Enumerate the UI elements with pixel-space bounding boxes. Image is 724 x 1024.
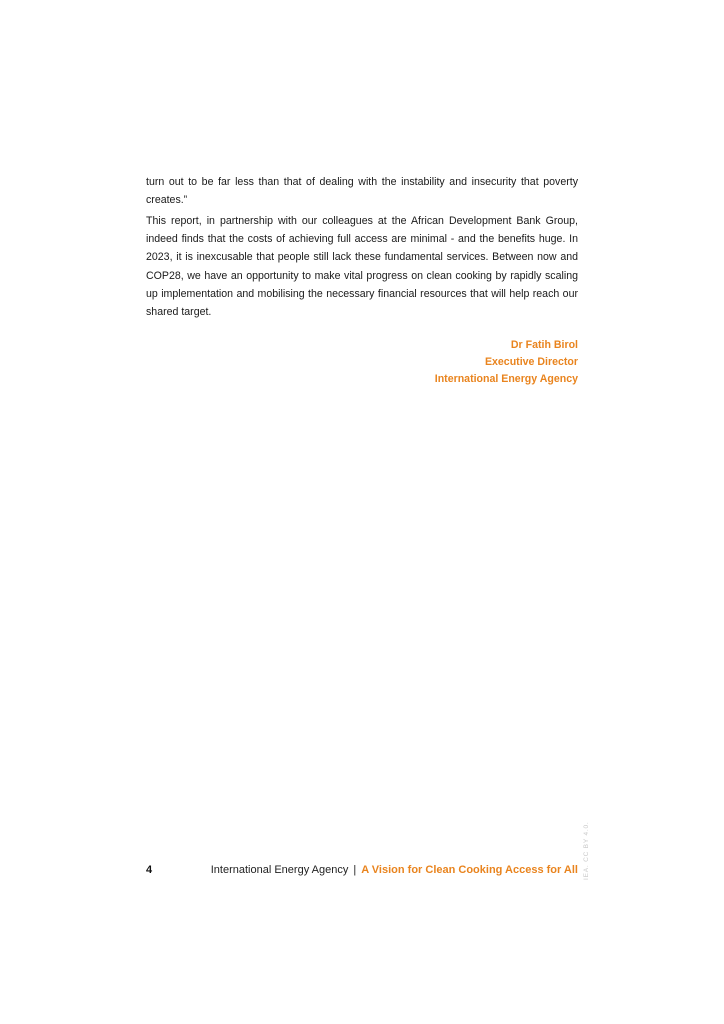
footer-title-line bbox=[211, 862, 578, 878]
footer-report-title: A Vision for Clean Cooking Access for All bbox=[361, 864, 578, 876]
body-paragraph-2: This report, in partnership with our colleagues at the African Development Bank Group, indeed finds that the costs of achieving full access are minimal - and the benefits huge. In 2023, it is inexcusable that people still lack these fundamental services. Between now and COP28, we have an opportunity to make vital progress on clean cooking by rapidly scaling up implementation and mobilising the necessary financial resources that will help reach our shared target. bbox=[146, 215, 578, 319]
signature-block bbox=[435, 337, 578, 388]
license-notice: IEA. CC BY 4.0. bbox=[583, 821, 590, 880]
signature-name: Dr Fatih Birol bbox=[510, 339, 578, 351]
body-paragraph-1: turn out to be far less than that of dealing with the instability and insecurity that poverty creates.” bbox=[146, 176, 578, 207]
footer-organization: International Energy Agency bbox=[210, 864, 349, 876]
footer-separator: | bbox=[353, 864, 357, 876]
signature-role: Executive Director bbox=[484, 356, 578, 368]
page-number: 4 bbox=[146, 864, 153, 876]
signature-organization: International Energy Agency bbox=[434, 373, 578, 385]
page-footer bbox=[146, 862, 578, 878]
